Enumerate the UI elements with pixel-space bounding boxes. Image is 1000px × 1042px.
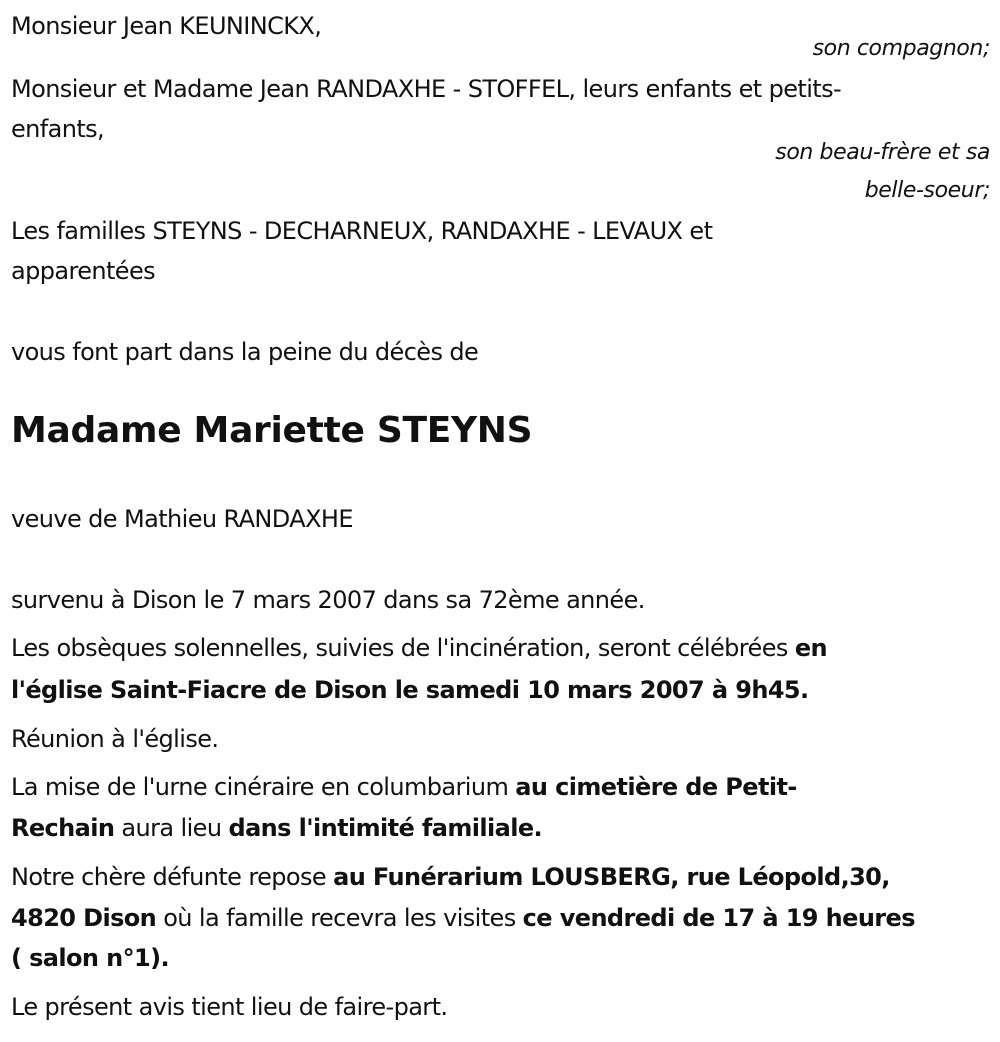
companion-name: Monsieur Jean KEUNINCKX, — [11, 12, 322, 40]
announcement-text: vous font part dans la peine du décès de — [11, 338, 479, 366]
funeral-line-1 — [11, 628, 827, 668]
other-families-line-2: apparentées — [11, 257, 156, 285]
urn-place: au cimetière de Petit- — [515, 773, 797, 801]
visit-salon: ( salon n°1). — [11, 944, 170, 972]
urn-line-2 — [11, 808, 542, 848]
closing-text: Le présent avis tient lieu de faire-part. — [11, 993, 448, 1021]
widow-of: veuve de Mathieu RANDAXHE — [11, 505, 353, 533]
urn-place-end: Rechain — [11, 814, 115, 842]
other-families-line-1: Les familles STEYNS - DECHARNEUX, RANDAXHE - LEVAUX et — [11, 217, 713, 245]
visit-city: 4820 Dison — [11, 904, 157, 932]
companion-role: son compagnon; — [812, 36, 990, 61]
urn-text-2: aura lieu — [114, 814, 229, 842]
funeral-bold: en — [794, 634, 827, 662]
funeral-line-2 — [11, 670, 809, 710]
visit-text-2: où la famille recevra les visites — [156, 904, 523, 932]
inlaws-role-line-2: belle-soeur; — [864, 178, 990, 203]
inlaws-line-2: enfants, — [11, 115, 105, 143]
visit-line-1 — [11, 857, 890, 897]
funeral-text: Les obsèques solennelles, suivies de l'incinération, seront célébrées — [11, 634, 795, 662]
urn-privacy: dans l'intimité familiale. — [228, 814, 543, 842]
funeral-location-date: l'église Saint-Fiacre de Dison le samedi 10 mars 2007 à 9h45. — [11, 676, 809, 704]
visit-line-2 — [11, 898, 915, 938]
meeting-text: Réunion à l'église. — [11, 725, 219, 753]
urn-line-1 — [11, 767, 797, 807]
inlaws-role-line-1: son beau-frère et sa — [775, 140, 990, 165]
visit-line-3 — [11, 938, 169, 978]
inlaws-line-1: Monsieur et Madame Jean RANDAXHE - STOFFEL, leurs enfants et petits- — [11, 75, 842, 103]
urn-text: La mise de l'urne cinéraire en columbarium — [11, 773, 516, 801]
visit-funeral-home: au Funérarium LOUSBERG, rue Léopold,30, — [333, 863, 890, 891]
death-info: survenu à Dison le 7 mars 2007 dans sa 72ème année. — [11, 586, 645, 614]
visit-hours: ce vendredi de 17 à 19 heures — [522, 904, 915, 932]
visit-text: Notre chère défunte repose — [11, 863, 334, 891]
deceased-name: Madame Mariette STEYNS — [11, 410, 533, 451]
